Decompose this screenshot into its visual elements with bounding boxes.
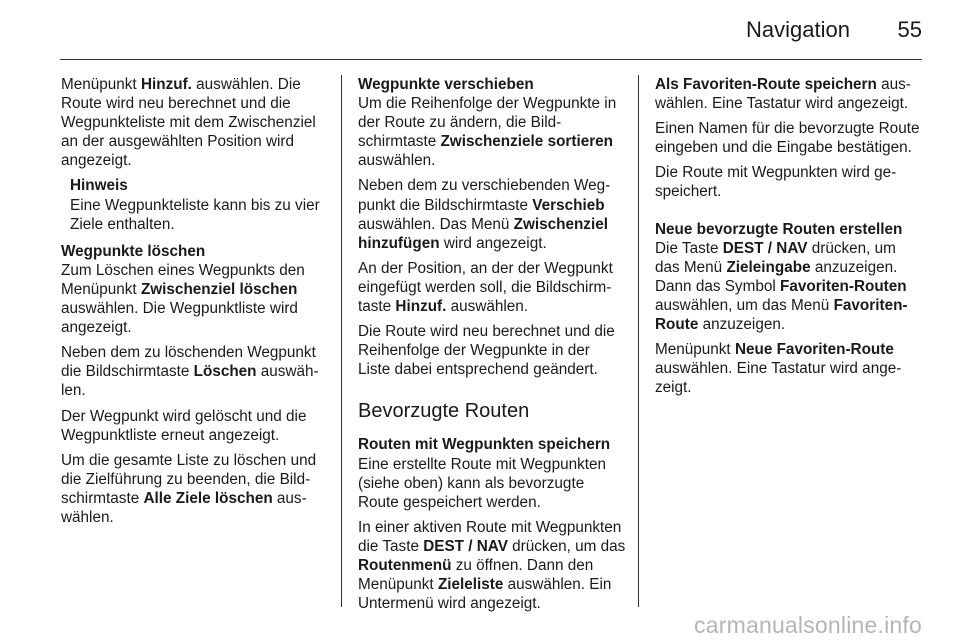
paragraph: Einen Namen für die bevorzugte Route eingeben und die Eingabe bestätigen. [655, 120, 920, 157]
paragraph: Die Route mit Wegpunkten wird gespeichert. [655, 164, 897, 201]
page-header [0, 0, 960, 60]
paragraph: Menüpunkt Hinzuf. auswählen. Die Route wird neu berechnet und die Wegpunkteliste mit dem Zwischenziel an der ausgewählten Position wird angezeigt. [61, 76, 316, 170]
paragraph: Um die gesamte Liste zu löschen und die Zielführung zu beenden, die Bildschirmtaste Alle Ziele löschen auswählen. [61, 451, 317, 526]
heading-favorite-routes: Bevorzugte Routen [358, 400, 530, 423]
note-title: Hinweis [70, 177, 128, 195]
page-number: 55 [897, 17, 922, 42]
heading-new-favorite-routes: Neue bevorzugte Routen erstellen [655, 220, 903, 238]
paragraph: Um die Reihenfolge der Wegpunkte in der Route zu ändern, die Bildschirmtaste Zwischenziele sortieren auswählen. [358, 95, 617, 170]
paragraph: In einer aktiven Route mit Wegpunkten die Taste DEST / NAV drücken, um das Routenmenü zu öffnen. Dann den Menüpunkt Zieleliste auswählen. Ein Untermenü wird angezeigt. [358, 518, 626, 613]
paragraph: Zum Löschen eines Wegpunkts den Menüpunkt Zwischenziel löschen auswählen. Die Wegpunktliste wird angezeigt. [61, 261, 305, 337]
paragraph: Neben dem zu löschenden Wegpunkt die Bildschirmtaste Löschen auswählen. [61, 344, 319, 400]
column-divider [341, 75, 342, 607]
paragraph: Menüpunkt Neue Favoriten-Route auswählen. Eine Tastatur wird angezeigt. [655, 341, 902, 397]
watermark: carmanualsonline.info [694, 612, 922, 638]
heading-save-routes: Routen mit Wegpunkten speichern [358, 436, 611, 454]
paragraph: Eine erstellte Route mit Wegpunkten (siehe oben) kann als bevorzugte Route gespeichert werden. [358, 455, 606, 511]
header-rule [60, 59, 922, 60]
section-title: Navigation [746, 17, 850, 42]
paragraph: Neben dem zu verschiebenden Wegpunkt die Bildschirmtaste Verschieb auswählen. Das Menü Zwischenziel hinzufügen wird angezeigt. [358, 177, 611, 252]
column-1 [61, 75, 329, 533]
heading-delete-waypoints: Wegpunkte löschen [61, 242, 206, 260]
note-text: Eine Wegpunkteliste kann bis zu vier Ziele enthalten. [70, 196, 320, 233]
heading-move-waypoints: Wegpunkte verschieben [358, 76, 534, 93]
paragraph: Die Taste DEST / NAV drücken, um das Menü Zieleingabe anzuzeigen. Dann das Symbol Favoriten-Routen auswählen, um das Menü Favoriten-Route anzuzeigen. [655, 239, 908, 334]
column-2 [358, 75, 626, 619]
paragraph: Als Favoriten-Route speichern auswählen. Eine Tastatur wird angezeigt. [655, 76, 911, 113]
paragraph: An der Position, an der der Wegpunkt eingefügt werden soll, die Bildschirmtaste Hinzuf. auswählen. [358, 259, 613, 316]
column-divider [638, 75, 639, 607]
column-3 [655, 75, 923, 403]
paragraph: Die Route wird neu berechnet und die Reihenfolge der Wegpunkte in der Liste dabei entsprechend geändert. [358, 323, 615, 379]
note-box [70, 176, 329, 233]
paragraph: Der Wegpunkt wird gelöscht und die Wegpunktliste erneut angezeigt. [61, 407, 307, 444]
